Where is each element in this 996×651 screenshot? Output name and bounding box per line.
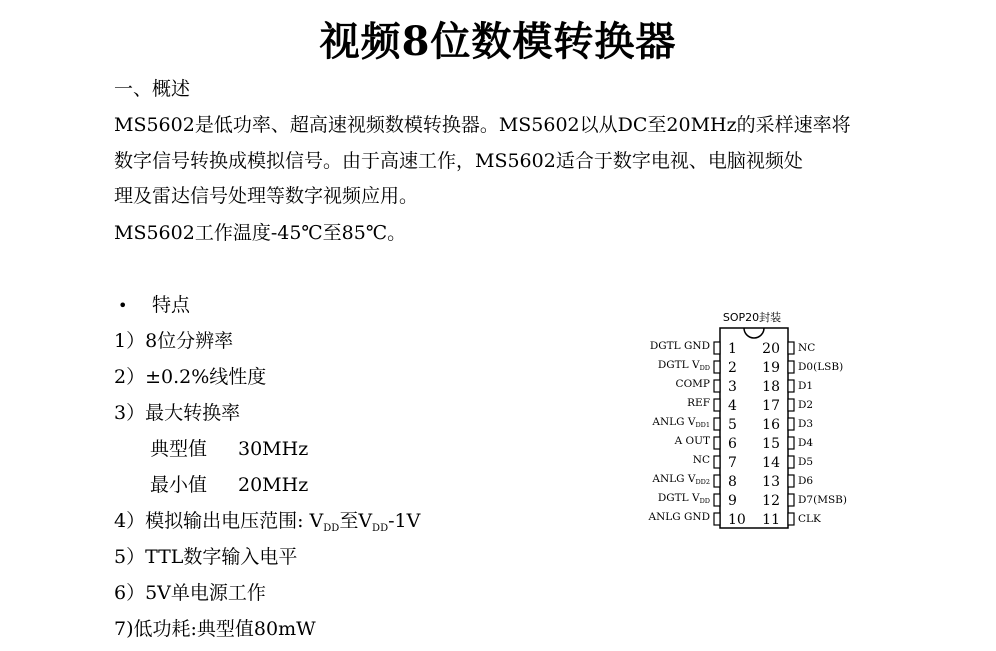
pin-number-7: 7 [728, 455, 737, 471]
pin-label-2: DGTL VDD [657, 359, 710, 372]
pin-stub-right-16 [788, 418, 794, 430]
pin-number-19: 19 [762, 360, 780, 376]
pinout-diagram [640, 308, 860, 538]
pin-stub-left-9 [714, 494, 720, 506]
pin-label-3: COMP [675, 378, 710, 390]
pin-stub-right-11 [788, 513, 794, 525]
pin-number-8: 8 [728, 474, 737, 490]
pin-label-15: D4 [798, 437, 814, 449]
pin-number-1: 1 [728, 341, 737, 357]
feature-item-3: 3）最大转换率 [114, 402, 241, 424]
pin-label-10: ANLG GND [648, 511, 710, 523]
pin1-notch [744, 328, 764, 338]
pin-stub-left-3 [714, 380, 720, 392]
pin-label-6: A OUT [674, 435, 710, 447]
pin-number-3: 3 [728, 379, 737, 395]
pin-label-5: ANLG VDD1 [652, 416, 710, 429]
feature-item-5: 5）TTL数字输入电平 [114, 546, 298, 568]
pin-stub-left-8 [714, 475, 720, 487]
pin-label-18: D1 [798, 380, 814, 392]
feature-4-mid: 至V [339, 510, 373, 532]
pin-label-16: D3 [798, 418, 814, 430]
pin-label-8: ANLG VDD2 [652, 473, 710, 486]
pin-number-10: 10 [728, 512, 746, 528]
pin-label-13: D6 [798, 475, 814, 487]
typical-label: 典型值 [150, 438, 208, 460]
feature-item-1: 1）8位分辨率 [114, 330, 234, 352]
pin-number-16: 16 [762, 417, 780, 433]
pin-number-18: 18 [762, 379, 780, 395]
pin-number-14: 14 [762, 455, 780, 471]
pin-stub-right-13 [788, 475, 794, 487]
pin-label-11: CLK [798, 513, 821, 525]
pin-stub-left-7 [714, 456, 720, 468]
pin-stub-left-2 [714, 361, 720, 373]
pin-number-20: 20 [762, 341, 780, 357]
pin-label-19: D0(LSB) [798, 361, 844, 373]
features-heading [118, 292, 190, 319]
feature-min-rate [150, 472, 308, 498]
pin-label-4: REF [687, 397, 710, 409]
pin-label-20: NC [798, 342, 816, 354]
pin-number-9: 9 [728, 493, 737, 509]
feature-item-2: 2）±0.2%线性度 [114, 366, 267, 388]
overview-line-3: 理及雷达信号处理等数字视频应用。 [114, 185, 419, 207]
min-label: 最小值 [150, 474, 208, 496]
pin-number-17: 17 [762, 398, 780, 414]
feature-item-4 [114, 508, 420, 542]
document-title: 视频8位数模转换器 [319, 18, 677, 65]
feature-4-prefix: 4）模拟输出电压范围: V [114, 510, 324, 532]
pin-number-12: 12 [762, 493, 780, 509]
min-value: 20MHz [238, 474, 309, 496]
pin-label-7: NC [692, 454, 710, 466]
pin-label-1: DGTL GND [649, 340, 710, 352]
pin-stub-right-20 [788, 342, 794, 354]
bullet-icon: • [118, 296, 128, 315]
pin-number-2: 2 [728, 360, 737, 376]
pin-number-15: 15 [762, 436, 780, 452]
features-heading-text: 特点 [152, 294, 191, 316]
pin-stub-right-14 [788, 456, 794, 468]
pin-label-12: D7(MSB) [798, 494, 847, 506]
pin-stub-right-12 [788, 494, 794, 506]
overview-line-2: 数字信号转换成模拟信号。由于高速工作，MS5602适合于数字电视、电脑视频处 [114, 150, 803, 172]
pin-number-11: 11 [762, 512, 780, 528]
package-label: SOP20封装 [722, 311, 782, 324]
pin-stub-left-10 [714, 513, 720, 525]
pin-number-13: 13 [762, 474, 780, 490]
pinout-svg [640, 308, 860, 538]
pin-stub-left-6 [714, 437, 720, 449]
pin-stub-right-15 [788, 437, 794, 449]
pin-stub-right-19 [788, 361, 794, 373]
feature-4-sub-2: DD [372, 523, 389, 534]
pin-label-9: DGTL VDD [657, 492, 710, 505]
pin-number-5: 5 [728, 417, 737, 433]
feature-item-6: 6）5V单电源工作 [114, 582, 266, 604]
pin-label-14: D5 [798, 456, 814, 468]
pin-stub-right-18 [788, 380, 794, 392]
pin-number-4: 4 [728, 398, 737, 414]
pin-stub-left-1 [714, 342, 720, 354]
overview-line-1: MS5602是低功率、超高速视频数模转换器。MS5602以从DC至20MHz的采样速率将 [114, 114, 851, 136]
typical-value: 30MHz [238, 438, 309, 460]
pin-label-17: D2 [798, 399, 814, 411]
pin-number-6: 6 [728, 436, 737, 452]
feature-4-sub-1: DD [323, 523, 340, 534]
feature-4-suffix: -1V [388, 510, 421, 532]
feature-item-7: 7)低功耗:典型值80mW [114, 618, 316, 640]
pin-stub-left-5 [714, 418, 720, 430]
feature-typical-rate [150, 436, 308, 462]
section-heading-overview: 一、概述 [114, 78, 191, 100]
pin-stub-left-4 [714, 399, 720, 411]
overview-line-4: MS5602工作温度-45℃至85℃。 [114, 222, 407, 244]
pin-stub-right-17 [788, 399, 794, 411]
